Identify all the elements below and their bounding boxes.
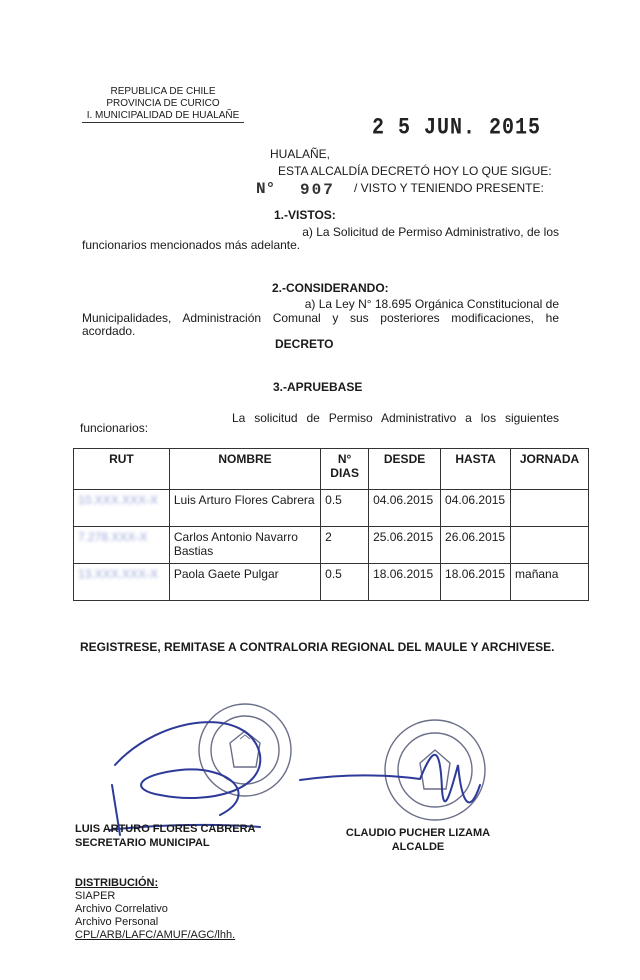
col-header-rut: RUT <box>74 449 170 490</box>
signature-left <box>75 822 255 850</box>
vistos-heading: 1.-VISTOS: <box>274 208 336 222</box>
distribution-item: Archivo Personal <box>75 916 159 928</box>
cell-dias: 0.5 <box>321 564 369 601</box>
signer-left-title: SECRETARIO MUNICIPAL <box>75 837 210 849</box>
col-header-desde: DESDE <box>369 449 441 490</box>
cell-hasta: 18.06.2015 <box>441 564 511 601</box>
decree-line: ESTA ALCALDÍA DECRETÓ HOY LO QUE SIGUE: <box>278 164 552 178</box>
seal-left-icon <box>199 704 291 796</box>
cell-dias: 0.5 <box>321 490 369 527</box>
signer-right-name: CLAUDIO PUCHER LIZAMA <box>345 827 491 839</box>
cell-nombre: Paola Gaete Pulgar <box>169 564 320 601</box>
col-header-jornada: JORNADA <box>511 449 589 490</box>
distribution-heading: DISTRIBUCIÓN: <box>75 877 159 889</box>
cell-hasta: 26.06.2015 <box>441 527 511 564</box>
col-header-hasta: HASTA <box>441 449 511 490</box>
col-header-dias: N° DIAS <box>321 449 369 490</box>
date-stamp: 2 5 JUN. 2015 <box>372 115 542 142</box>
considerando-text-c: acordado. <box>82 324 136 338</box>
cell-rut: 7.278.XXX-X <box>74 527 170 564</box>
cell-desde: 04.06.2015 <box>369 490 441 527</box>
org-province: PROVINCIA DE CURICO <box>106 98 220 109</box>
decree-number: 907 <box>300 181 335 199</box>
seal-right-icon <box>385 720 485 820</box>
considerando-text-b: Municipalidades, Administración Comunal y sus posteriores modificaciones, he <box>82 311 559 325</box>
cell-jornada <box>511 490 589 527</box>
vistos-text-a: a) La Solicitud de Permiso Administrativo, de los <box>302 225 559 239</box>
org-country: REPUBLICA DE CHILE <box>110 86 216 97</box>
cell-rut: 10.XXX.XXX-X <box>74 490 170 527</box>
org-municipality: I. MUNICIPALIDAD DE HUALAÑE <box>82 110 244 123</box>
distribution-item: CPL/ARB/LAFC/AMUF/AGC/lhh. <box>75 929 236 941</box>
col-header-nombre: NOMBRE <box>169 449 320 490</box>
table-row <box>74 564 589 601</box>
signature-right-icon <box>300 755 480 803</box>
apruebase-text-b: funcionarios: <box>80 421 149 435</box>
signer-left-name: LUIS ARTURO FLORES CABRERA <box>75 823 256 835</box>
apruebase-heading: 3.-APRUEBASE <box>273 380 363 394</box>
cell-nombre: Carlos Antonio Navarro Bastias <box>169 527 320 564</box>
vistos-text-b: funcionarios mencionados más adelante. <box>82 238 301 252</box>
place-label: HUALAÑE, <box>270 147 331 161</box>
cell-rut: 13.XXX.XXX-X <box>74 564 170 601</box>
org-header <box>88 86 238 123</box>
table-header-row <box>74 449 589 490</box>
distribution-item: SIAPER <box>75 890 116 902</box>
distribution-item: Archivo Correlativo <box>75 903 168 915</box>
funcionarios-table <box>73 448 589 601</box>
cell-jornada <box>511 527 589 564</box>
signer-right-title: ALCALDE <box>391 841 445 853</box>
decree-number-prefix: N° <box>256 180 276 198</box>
decreto-label: DECRETO <box>275 337 334 351</box>
cell-desde: 25.06.2015 <box>369 527 441 564</box>
table-row <box>74 527 589 564</box>
cell-hasta: 04.06.2015 <box>441 490 511 527</box>
cell-dias: 2 <box>321 527 369 564</box>
considerando-text-a: a) La Ley N° 18.695 Orgánica Constitucional de <box>304 297 559 311</box>
signature-right <box>342 826 494 854</box>
visto-line: / VISTO Y TENIENDO PRESENTE: <box>354 181 544 195</box>
cell-desde: 18.06.2015 <box>369 564 441 601</box>
signature-left-icon <box>110 722 260 835</box>
table-row <box>74 490 589 527</box>
cell-jornada: mañana <box>511 564 589 601</box>
distribution-block <box>75 877 235 942</box>
cell-nombre: Luis Arturo Flores Cabrera <box>169 490 320 527</box>
closing-statement: REGISTRESE, REMITASE A CONTRALORIA REGIONAL DEL MAULE Y ARCHIVESE. <box>80 640 555 654</box>
apruebase-text-a: La solicitud de Permiso Administrativo a los siguientes <box>232 411 559 425</box>
considerando-heading: 2.-CONSIDERANDO: <box>272 281 389 295</box>
